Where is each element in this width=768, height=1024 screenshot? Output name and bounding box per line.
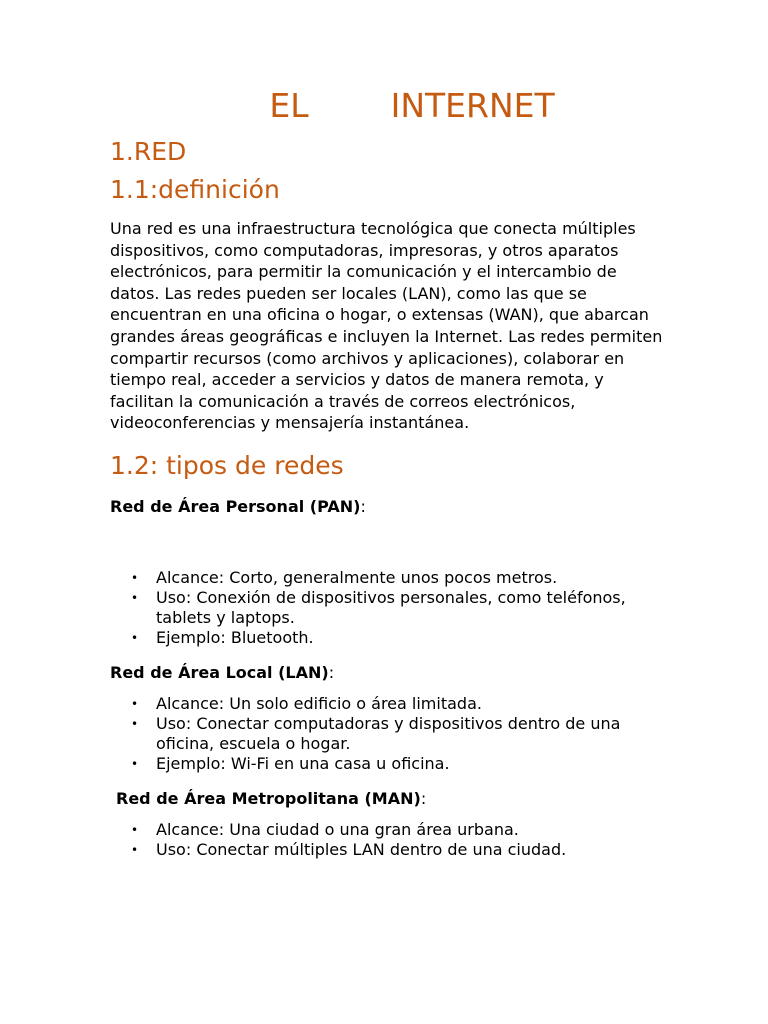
list-item [110,714,656,754]
list-item-text: Ejemplo: Bluetooth. [156,627,314,647]
list-item [110,694,656,714]
list-item-text: Ejemplo: Wi-Fi en una casa u oficina. [156,753,450,773]
network-name-lan: Red de Área Local (LAN) [110,662,329,682]
network-heading-pan [110,496,670,518]
list-item [110,820,656,840]
subheading-definicion: 1.1:definición [110,175,280,204]
title-word-el: EL [269,86,309,125]
list-item-text: Alcance: Corto, generalmente unos pocos metros. [156,567,558,587]
bullet-icon: • [131,630,139,645]
bullet-icon: • [131,842,139,857]
bullet-list-pan [110,568,670,648]
list-item [110,628,656,648]
document-title [110,84,670,128]
list-item-text: Alcance: Una ciudad o una gran área urbana. [156,819,519,839]
network-heading-lan [110,662,670,684]
bullet-icon: • [131,756,139,771]
list-item [110,568,656,588]
network-name-man: Red de Área Metropolitana (MAN) [116,788,421,808]
subheading-tipos-de-redes: 1.2: tipos de redes [110,450,344,480]
title-word-internet: INTERNET [390,86,555,125]
bullet-icon: • [131,590,139,605]
network-suffix: : [420,788,427,808]
network-name-pan: Red de Área Personal (PAN) [110,496,361,516]
network-heading-man [110,788,670,810]
bullet-icon: • [131,570,139,585]
network-suffix: : [328,662,335,682]
list-item [110,754,656,774]
list-item-text: Uso: Conectar múltiples LAN dentro de una ciudad. [156,839,567,859]
section-heading-red: 1.RED [110,137,187,166]
list-item [110,840,656,860]
list-item-text: Uso: Conectar computadoras y dispositivos dentro de una oficina, escuela o hogar. [156,713,621,753]
bullet-icon: • [131,696,139,711]
bullet-list-lan [110,694,670,774]
list-item [110,588,656,628]
bullet-icon: • [131,716,139,731]
definition-paragraph: Una red es una infraestructura tecnológica que conecta múltiples dispositivos, como computadoras, impresoras, y otros aparatos electrónicos, para permitir la comunicación y el intercambio de datos. Las redes pueden ser locales (LAN), como las que se encuentran en una oficina o hogar, o extensas (WAN), que abarcan grandes áreas geográficas e incluyen la Internet. Las redes permiten compartir recursos (como archivos y aplicaciones), colaborar en tiempo real, acceder a servicios y datos de manera remota, y facilitan la comunicación a través de correos electrónicos, videoconferencias y mensajería instantánea. [110,219,663,433]
list-item-text: Alcance: Un solo edificio o área limitada. [156,693,482,713]
list-item-text: Uso: Conexión de dispositivos personales, como teléfonos, tablets y laptops. [156,587,626,627]
bullet-icon: • [131,822,139,837]
network-suffix: : [360,496,366,516]
document-page [110,84,670,860]
bullet-list-man [110,820,670,860]
